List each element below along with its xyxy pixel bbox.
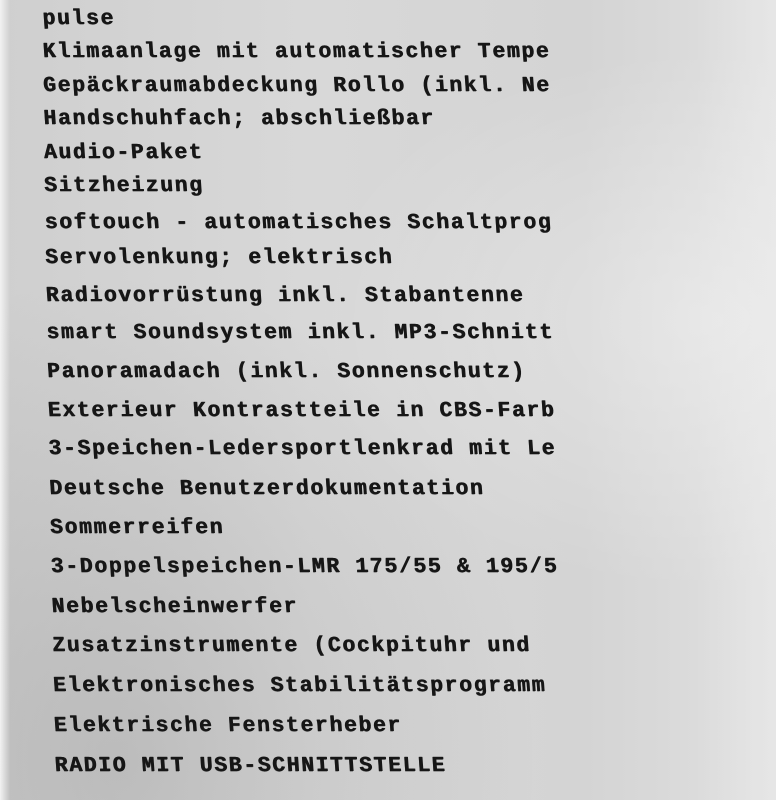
equipment-line: Zusatzinstrumente (Cockpituhr und [51,634,532,658]
equipment-line: Elektronisches Stabilitätsprogramm [52,674,547,698]
equipment-line: Sommerreifen [49,516,225,540]
equipment-line: pulse [41,7,116,31]
equipment-line: Audio-Paket [42,141,205,165]
equipment-line: 3-Doppelspeichen-LMR 175/55 & 195/5 [49,555,560,579]
equipment-line: Nebelscheinwerfer [50,595,299,619]
equipment-line: Exterieur Kontrastteile in CBS-Farb [46,399,557,423]
equipment-line: 3-Speichen-Ledersportlenkrad mit Le [47,437,557,461]
equipment-line: softouch - automatisches Schaltprog [43,211,554,235]
equipment-line: Klimaanlage mit automatischer Tempe [41,40,552,64]
equipment-line: Sitzheizung [43,174,205,198]
equipment-line: Panoramadach (inkl. Sonnenschutz) [46,360,527,384]
equipment-line: Handschuhfach; abschließbar [42,107,436,131]
equipment-line: Servolenkung; elektrisch [44,246,395,270]
equipment-line: Deutsche Benutzerdokumentation [48,477,486,501]
equipment-line: Radiovorrüstung inkl. Stabantenne [44,284,526,308]
equipment-line: smart Soundsystem inkl. MP3-Schnitt [45,321,555,345]
equipment-line: RADIO MIT USB-SCHNITTSTELLE [53,754,448,778]
equipment-line: Gepäckraumabdeckung Rollo (inkl. Ne [42,74,552,98]
equipment-line: Elektrische Fensterheber [52,714,403,738]
